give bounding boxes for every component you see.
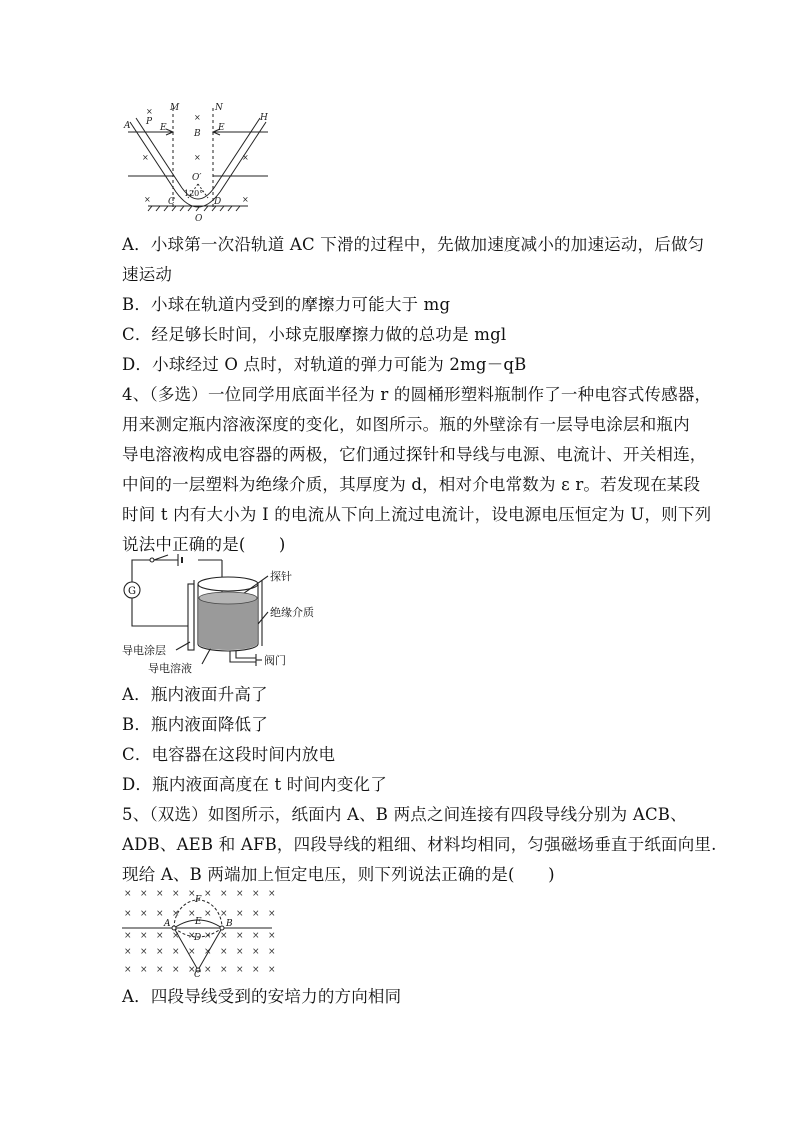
q3-option-a-line1: A．小球第一次沿轨道 AC 下滑的过程中，先做加速度减小的加速运动，后做匀 bbox=[122, 235, 705, 254]
q5-stem-line1: 5、（双选）如图所示，纸面内 A、B 两点之间连接有四段导线分别为 ACB、 bbox=[122, 805, 687, 824]
field-cross-mark: × bbox=[124, 965, 132, 975]
field-cross-mark: × bbox=[124, 889, 132, 899]
label-E-left: E bbox=[160, 123, 167, 133]
field-cross-mark: × bbox=[172, 947, 180, 957]
field-cross-mark: × bbox=[220, 965, 228, 975]
q3-option-b: B．小球在轨道内受到的摩擦力可能大于 mg bbox=[122, 295, 451, 314]
field-cross-mark: × bbox=[268, 931, 276, 941]
valve-label: 阀门 bbox=[264, 654, 286, 667]
q4-stem-line5: 时间 t 内有大小为 I 的电流从下向上流过电流计，设电源电压恒定为 U，则下列 bbox=[122, 505, 712, 524]
label-angle: 120° bbox=[184, 189, 204, 198]
field-cross-mark: × bbox=[188, 909, 196, 919]
q5-stem-line2: ADB、AEB 和 AFB，四段导线的粗细、材料均相同，匀强磁场垂直于纸面向里. bbox=[122, 835, 717, 854]
field-cross-mark: × bbox=[188, 947, 196, 957]
svg-text:×: × bbox=[194, 153, 201, 162]
field-cross-mark: × bbox=[236, 889, 244, 899]
q4-stem-line3: 导电溶液构成电容器的两极，它们通过探针和导线与电源、电流计、开关相连， bbox=[122, 445, 707, 464]
figure-capacitor-bottle bbox=[118, 554, 338, 676]
label-C: C bbox=[194, 970, 201, 978]
field-cross-mark: × bbox=[204, 947, 212, 957]
svg-text:×: × bbox=[194, 113, 201, 122]
field-cross-mark: × bbox=[124, 947, 132, 957]
field-cross-mark: × bbox=[236, 965, 244, 975]
field-cross-mark: × bbox=[252, 909, 260, 919]
q5-stem-line3: 现给 A、B 两端加上恒定电压，则下列说法正确的是( ) bbox=[122, 865, 555, 884]
field-cross-mark: × bbox=[204, 909, 212, 919]
field-cross-mark: × bbox=[220, 931, 228, 941]
label-A: A bbox=[164, 919, 171, 929]
label-N: N bbox=[215, 103, 223, 113]
label-D: D bbox=[214, 197, 222, 207]
field-cross-mark: × bbox=[124, 931, 132, 941]
field-cross-mark: × bbox=[204, 889, 212, 899]
field-cross-mark: × bbox=[188, 889, 196, 899]
q4-stem-line6: 说法中正确的是( ) bbox=[122, 535, 286, 554]
field-cross-mark: × bbox=[156, 909, 164, 919]
field-cross-mark: × bbox=[236, 947, 244, 957]
field-cross-mark: × bbox=[188, 965, 196, 975]
label-C: C bbox=[168, 197, 175, 207]
field-cross-mark: × bbox=[236, 909, 244, 919]
label-O-prime: O′ bbox=[192, 173, 202, 183]
figure-wires-field bbox=[122, 886, 282, 978]
q3-option-c: C．经足够长时间，小球克服摩擦力做的总功是 mgl bbox=[122, 325, 507, 344]
q4-option-d: D．瓶内液面高度在 t 时间内变化了 bbox=[122, 775, 387, 794]
field-cross-mark: × bbox=[172, 909, 180, 919]
label-O: O bbox=[195, 214, 203, 224]
field-cross-mark: × bbox=[124, 909, 132, 919]
field-cross-mark: × bbox=[252, 931, 260, 941]
svg-text:×: × bbox=[146, 107, 153, 116]
label-A: A bbox=[124, 121, 131, 131]
field-cross-mark: × bbox=[236, 931, 244, 941]
field-cross-mark: × bbox=[268, 909, 276, 919]
field-cross-mark: × bbox=[156, 947, 164, 957]
field-cross-mark: × bbox=[172, 889, 180, 899]
label-P: P bbox=[146, 117, 153, 127]
field-cross-mark: × bbox=[220, 889, 228, 899]
q3-option-d: D．小球经过 O 点时，对轨道的弹力可能为 2mg－qB bbox=[122, 355, 527, 374]
figure-track-diagram bbox=[118, 100, 278, 224]
field-cross-mark: × bbox=[140, 909, 148, 919]
field-cross-mark: × bbox=[204, 965, 212, 975]
svg-text:×: × bbox=[144, 195, 151, 204]
field-cross-mark: × bbox=[156, 931, 164, 941]
field-cross-mark: × bbox=[252, 889, 260, 899]
field-cross-mark: × bbox=[204, 931, 212, 941]
field-cross-mark: × bbox=[140, 947, 148, 957]
coating-label: 导电涂层 bbox=[122, 644, 166, 657]
label-H: H bbox=[260, 113, 268, 123]
field-cross-mark: × bbox=[172, 965, 180, 975]
label-E-right: E bbox=[218, 123, 225, 133]
field-cross-mark: × bbox=[156, 965, 164, 975]
field-cross-mark: × bbox=[268, 965, 276, 975]
field-cross-mark: × bbox=[156, 889, 164, 899]
field-cross-mark: × bbox=[252, 947, 260, 957]
q4-stem-line2: 用来测定瓶内溶液深度的变化，如图所示。瓶的外壁涂有一层导电涂层和瓶内 bbox=[122, 415, 690, 434]
field-cross-mark: × bbox=[268, 947, 276, 957]
q4-option-c: C．电容器在这段时间内放电 bbox=[122, 745, 336, 764]
svg-text:×: × bbox=[142, 153, 149, 162]
label-F: F bbox=[195, 895, 202, 905]
field-cross-mark: × bbox=[140, 889, 148, 899]
solution-label: 导电溶液 bbox=[148, 662, 192, 675]
field-cross-mark: × bbox=[140, 965, 148, 975]
q4-stem-line1: 4、（多选）一位同学用底面半径为 r 的圆桶形塑料瓶制作了一种电容式传感器， bbox=[122, 385, 712, 404]
q4-stem-line4: 中间的一层塑料为绝缘介质，其厚度为 d，相对介电常数为 ε r。若发现在某段 bbox=[122, 475, 701, 494]
field-cross-mark: × bbox=[252, 965, 260, 975]
dielectric-label: 绝缘介质 bbox=[270, 606, 314, 619]
field-cross-mark: × bbox=[268, 889, 276, 899]
field-cross-mark: × bbox=[220, 909, 228, 919]
galvanometer-label: G bbox=[128, 586, 136, 597]
q4-option-b: B．瓶内液面降低了 bbox=[122, 715, 268, 734]
field-cross-mark: × bbox=[188, 931, 196, 941]
label-E: E bbox=[195, 917, 202, 927]
label-B: B bbox=[194, 129, 201, 139]
field-cross-mark: × bbox=[172, 931, 180, 941]
label-B: B bbox=[226, 919, 233, 929]
svg-text:×: × bbox=[242, 195, 249, 204]
field-cross-mark: × bbox=[220, 947, 228, 957]
q4-option-a: A．瓶内液面升高了 bbox=[122, 685, 268, 704]
label-D: D bbox=[194, 933, 202, 943]
label-M: M bbox=[170, 103, 180, 113]
q5-option-a: A．四段导线受到的安培力的方向相同 bbox=[122, 987, 402, 1006]
q3-option-a-line2: 速运动 bbox=[122, 265, 173, 284]
field-cross-mark: × bbox=[140, 931, 148, 941]
probe-label: 探针 bbox=[270, 570, 292, 583]
svg-text:×: × bbox=[242, 153, 249, 162]
